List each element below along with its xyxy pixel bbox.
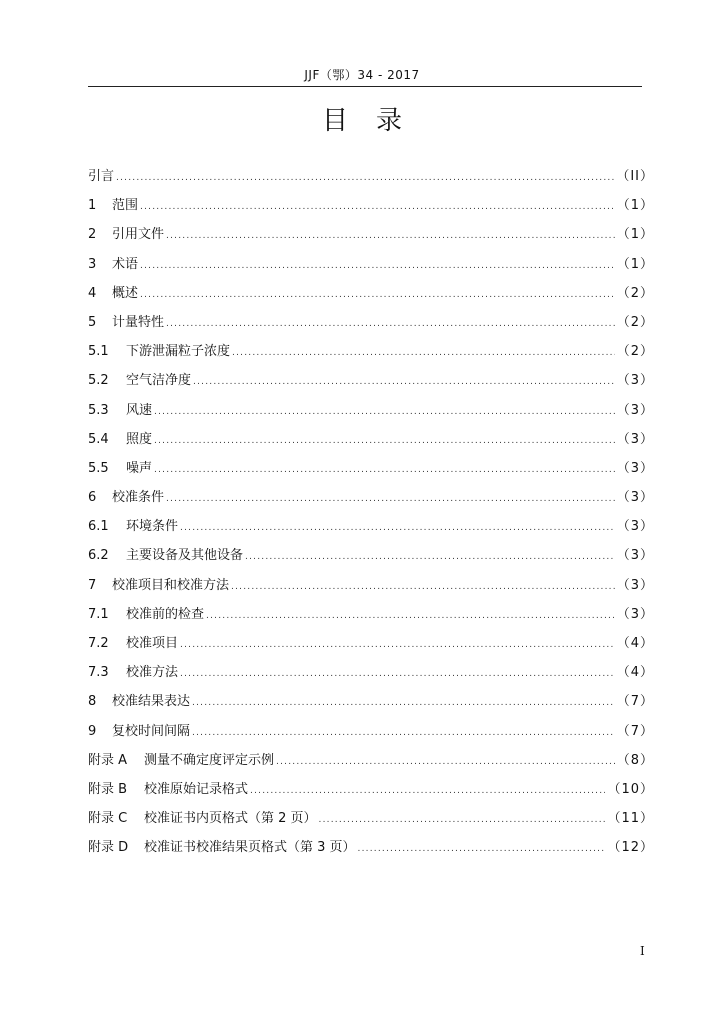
toc-entry-title: 校准证书内页格式（第 2 页） [144,811,317,827]
page-title: 目录 [321,106,430,136]
toc-entry [88,311,654,340]
toc-entry-number: 8 [88,694,97,710]
toc-leader-dots [358,844,606,854]
toc-entry-title: 校准证书校准结果页格式（第 3 页） [144,840,356,856]
toc-entry-title: 计量特性 [112,314,165,330]
toc-entry-number: 3 [88,256,97,272]
toc-entry-number: 7.3 [88,665,109,681]
toc-entry-page: （7） [616,694,654,710]
toc-entry-number: 7.1 [88,606,109,622]
toc-entry [88,428,654,457]
toc-entry-page: （3） [616,548,654,564]
toc-entry [88,399,654,428]
toc-entry-title: 校准项目和校准方法 [112,577,230,593]
toc-leader-dots [140,202,615,212]
toc-entry-page: （7） [616,723,654,739]
toc-entry-number: 2 [88,227,97,243]
toc-entry [88,165,654,194]
toc-leader-dots [140,290,615,300]
toc-entry-title: 主要设备及其他设备 [126,548,244,564]
toc-leader-dots [154,465,615,475]
toc-entry-page: （4） [616,636,654,651]
toc-entry-number: 附录 C [88,811,128,827]
toc-leader-dots [231,582,615,592]
toc-entry-page: （2） [616,314,654,330]
page-number: I [640,944,645,958]
toc-entry-title: 校准方法 [126,665,179,681]
toc-entry-number: 5.4 [88,431,109,447]
toc-leader-dots [154,436,615,446]
toc-entry-page: （3） [616,519,654,535]
toc-entry-number: 6.2 [88,548,109,564]
toc-entry-page: （1） [616,227,654,243]
toc-entry-title: 校准前的检查 [126,606,205,622]
toc-entry [88,603,654,632]
toc-entry-page: （4） [616,665,654,681]
toc-leader-dots [232,348,615,358]
toc-entry-title: 校准结果表达 [112,694,191,710]
toc-entry [88,457,654,486]
toc-entry-number: 6.1 [88,519,109,535]
toc-entry-page: （3） [616,577,654,593]
toc-entry-number: 附录 A [88,752,128,768]
toc-entry-title: 风速 [126,402,153,418]
toc-entry-page: （2） [616,344,654,360]
toc-entry [88,720,654,749]
toc-entry [88,749,654,778]
toc-entry-number: 4 [88,285,97,301]
toc-leader-dots [250,786,605,796]
toc-entry [88,544,654,573]
toc-entry [88,690,654,719]
toc-leader-dots [166,494,615,504]
toc-entry-page: （2） [616,285,654,301]
toc-leader-dots [140,261,615,271]
toc-leader-dots [154,407,615,417]
toc-entry [88,778,654,807]
header-rule [88,86,642,87]
toc-leader-dots [192,698,615,708]
toc-entry [88,369,654,398]
toc-entry-number: 5 [88,314,97,330]
toc-leader-dots [180,523,615,533]
toc-entry-title: 下游泄漏粒子浓度 [126,344,231,360]
document-code-header: JJF（鄂）34 - 2017 [304,68,420,82]
toc-entry-page: （3） [616,373,654,389]
toc-entry [88,194,654,223]
toc-entry-page: （3） [616,431,654,447]
toc-leader-dots [166,231,615,241]
toc-entry-title: 校准原始记录格式 [144,781,249,797]
toc-entry-page: （10） [607,781,654,797]
toc-entry [88,574,654,603]
toc-entry [88,282,654,311]
toc-leader-dots [192,728,615,738]
toc-entry-page: （11） [607,811,654,827]
toc-leader-dots [166,319,615,329]
toc-entry-number: 附录 B [88,781,128,797]
toc-entry-title: 校准条件 [112,490,165,506]
toc-entry-page: （1） [616,256,654,272]
toc-entry-number: 5.2 [88,373,109,389]
toc-entry-page: （3） [616,606,654,622]
toc-entry-page: （1） [616,198,654,214]
toc-entry-title: 照度 [126,431,153,447]
toc-leader-dots [180,640,615,650]
toc-entry-title: 噪声 [126,460,153,476]
toc-entry-title: 引用文件 [112,227,165,243]
toc-entry-number: 1 [88,198,97,214]
toc-entry [88,807,654,836]
toc-entry-number: 9 [88,723,97,739]
toc-entry [88,836,654,865]
toc-entry [88,632,654,661]
toc-leader-dots [245,552,615,562]
toc-leader-dots [180,669,615,679]
toc-leader-dots [206,611,615,621]
toc-entry-number: 6 [88,490,97,506]
toc-entry-page: （8） [616,752,654,768]
table-of-contents [88,165,654,866]
toc-entry-title: 术语 [112,256,139,272]
toc-entry-number: 5.3 [88,402,109,418]
toc-entry-page: （3） [616,460,654,476]
toc-entry-number: 附录 D [88,840,129,856]
toc-leader-dots [116,173,614,183]
toc-leader-dots [193,377,615,387]
toc-entry [88,515,654,544]
toc-entry-number: 5.1 [88,344,109,360]
toc-entry-title: 引言 [88,169,115,184]
toc-entry-title: 空气洁净度 [126,373,192,389]
toc-entry-page: （3） [616,402,654,418]
toc-entry-page: （3） [616,490,654,506]
toc-entry-title: 概述 [112,285,139,301]
toc-entry-page: （II） [616,169,654,184]
toc-entry-page: （12） [607,840,654,856]
toc-entry-number: 7 [88,577,97,593]
toc-leader-dots [276,757,615,767]
toc-entry-title: 测量不确定度评定示例 [144,752,275,768]
toc-entry-title: 范围 [112,198,139,214]
toc-entry-title: 复校时间间隔 [112,723,191,739]
toc-entry-number: 7.2 [88,636,109,651]
toc-entry [88,253,654,282]
toc-entry [88,486,654,515]
toc-leader-dots [319,815,606,825]
toc-entry [88,223,654,252]
toc-entry-title: 环境条件 [126,519,179,535]
toc-entry [88,340,654,369]
toc-entry-number: 5.5 [88,460,109,476]
toc-entry-title: 校准项目 [126,636,179,651]
toc-entry [88,661,654,690]
